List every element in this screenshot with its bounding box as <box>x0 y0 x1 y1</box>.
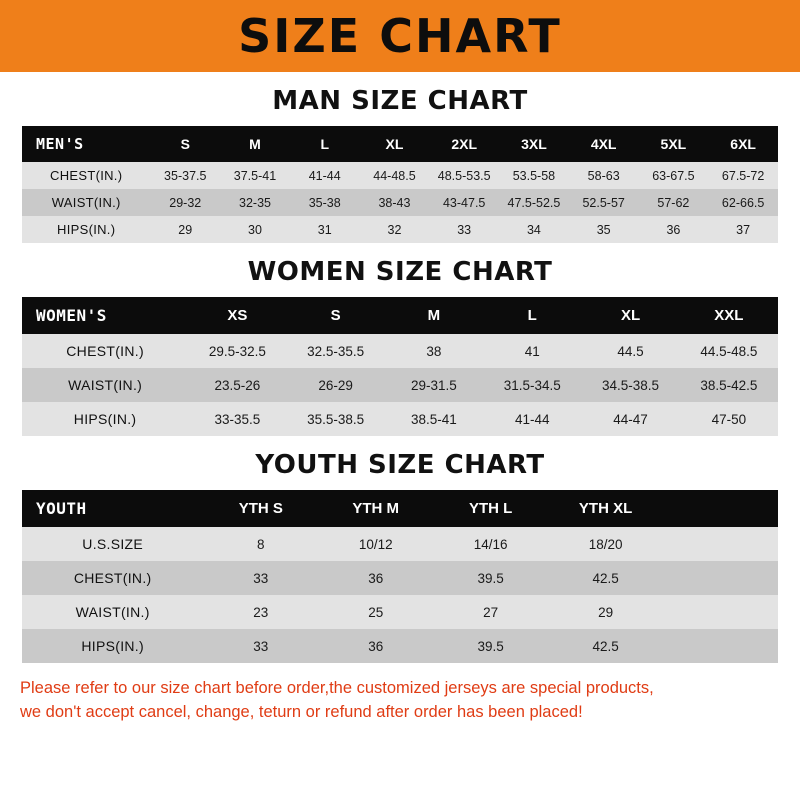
row-label-hips: HIPS(IN.) <box>22 629 203 663</box>
youth-size-table <box>22 490 778 663</box>
cell: 32 <box>360 216 430 243</box>
cell: 26-29 <box>286 368 384 402</box>
cell: 29.5-32.5 <box>188 334 286 368</box>
col-header-yth-s: YTH S <box>203 490 318 527</box>
cell: 41 <box>483 334 581 368</box>
cell: 44-48.5 <box>360 162 430 189</box>
cell: 23 <box>203 595 318 629</box>
cell: 44.5-48.5 <box>680 334 778 368</box>
table-row <box>22 527 778 561</box>
cell: 35 <box>569 216 639 243</box>
cell: 53.5-58 <box>499 162 569 189</box>
table-row <box>22 629 778 663</box>
section-title-man: MAN SIZE CHART <box>272 86 528 116</box>
cell: 33 <box>203 561 318 595</box>
cell: 36 <box>318 561 433 595</box>
cell: 29 <box>548 595 663 629</box>
table-row <box>22 595 778 629</box>
row-label-us-size: U.S.SIZE <box>22 527 203 561</box>
col-header-xl: XL <box>581 297 679 334</box>
cell: 44-47 <box>581 402 679 436</box>
cell <box>663 629 778 663</box>
cell: 41-44 <box>290 162 360 189</box>
cell: 34.5-38.5 <box>581 368 679 402</box>
cell: 48.5-53.5 <box>429 162 499 189</box>
col-header-s: S <box>150 126 220 162</box>
cell: 10/12 <box>318 527 433 561</box>
cell: 18/20 <box>548 527 663 561</box>
col-header-xl: XL <box>360 126 430 162</box>
footer-note <box>0 677 800 725</box>
section-title-women: WOMEN SIZE CHART <box>247 257 553 287</box>
section-man <box>0 86 800 243</box>
cell: 63-67.5 <box>639 162 709 189</box>
row-label-hips: HIPS(IN.) <box>22 402 188 436</box>
cell: 39.5 <box>433 561 548 595</box>
cell: 58-63 <box>569 162 639 189</box>
cell: 29-31.5 <box>385 368 483 402</box>
cell: 35-37.5 <box>150 162 220 189</box>
table-row <box>22 402 778 436</box>
cell: 29 <box>150 216 220 243</box>
section-title-youth: YOUTH SIZE CHART <box>255 450 545 480</box>
cell <box>663 527 778 561</box>
cell: 31.5-34.5 <box>483 368 581 402</box>
cell: 47-50 <box>680 402 778 436</box>
cell: 42.5 <box>548 561 663 595</box>
cell: 38.5-41 <box>385 402 483 436</box>
cell: 37.5-41 <box>220 162 290 189</box>
col-header-empty <box>663 490 778 527</box>
col-header-l: L <box>290 126 360 162</box>
cell: 33 <box>203 629 318 663</box>
cell: 32.5-35.5 <box>286 334 384 368</box>
cell: 38-43 <box>360 189 430 216</box>
table-row <box>22 368 778 402</box>
cell: 57-62 <box>639 189 709 216</box>
col-header-yth-xl: YTH XL <box>548 490 663 527</box>
cell: 23.5-26 <box>188 368 286 402</box>
col-header-l: L <box>483 297 581 334</box>
col-header-yth-l: YTH L <box>433 490 548 527</box>
table-header-row <box>22 490 778 527</box>
cell: 14/16 <box>433 527 548 561</box>
cell: 27 <box>433 595 548 629</box>
cell: 38 <box>385 334 483 368</box>
cell <box>663 595 778 629</box>
cell: 67.5-72 <box>708 162 778 189</box>
cell: 34 <box>499 216 569 243</box>
women-size-table <box>22 297 778 436</box>
cell: 8 <box>203 527 318 561</box>
cell: 38.5-42.5 <box>680 368 778 402</box>
cell: 47.5-52.5 <box>499 189 569 216</box>
cell: 35.5-38.5 <box>286 402 384 436</box>
col-header-2xl: 2XL <box>429 126 499 162</box>
table-row <box>22 216 778 243</box>
col-header-6xl: 6XL <box>708 126 778 162</box>
row-label-chest: CHEST(IN.) <box>22 162 150 189</box>
table-row <box>22 189 778 216</box>
cell: 31 <box>290 216 360 243</box>
col-header-label: WOMEN'S <box>22 297 188 334</box>
row-label-chest: CHEST(IN.) <box>22 561 203 595</box>
row-label-waist: WAIST(IN.) <box>22 595 203 629</box>
cell: 33 <box>429 216 499 243</box>
row-label-chest: CHEST(IN.) <box>22 334 188 368</box>
cell: 41-44 <box>483 402 581 436</box>
col-header-xs: XS <box>188 297 286 334</box>
cell: 42.5 <box>548 629 663 663</box>
cell: 32-35 <box>220 189 290 216</box>
header-banner <box>0 0 800 72</box>
cell: 39.5 <box>433 629 548 663</box>
section-youth <box>0 450 800 663</box>
col-header-label: YOUTH <box>22 490 203 527</box>
row-label-hips: HIPS(IN.) <box>22 216 150 243</box>
table-row <box>22 162 778 189</box>
cell <box>663 561 778 595</box>
cell: 44.5 <box>581 334 679 368</box>
cell: 33-35.5 <box>188 402 286 436</box>
col-header-5xl: 5XL <box>639 126 709 162</box>
cell: 52.5-57 <box>569 189 639 216</box>
cell: 36 <box>318 629 433 663</box>
cell: 36 <box>639 216 709 243</box>
col-header-yth-m: YTH M <box>318 490 433 527</box>
cell: 29-32 <box>150 189 220 216</box>
cell: 35-38 <box>290 189 360 216</box>
cell: 37 <box>708 216 778 243</box>
page-title: SIZE CHART <box>238 9 562 63</box>
col-header-3xl: 3XL <box>499 126 569 162</box>
row-label-waist: WAIST(IN.) <box>22 189 150 216</box>
row-label-waist: WAIST(IN.) <box>22 368 188 402</box>
col-header-label: MEN'S <box>22 126 150 162</box>
col-header-4xl: 4XL <box>569 126 639 162</box>
footer-note-line-1: Please refer to our size chart before order,the customized jerseys are special products, <box>20 679 654 697</box>
col-header-m: M <box>385 297 483 334</box>
section-women <box>0 257 800 436</box>
footer-note-line-2: we don't accept cancel, change, teturn or refund after order has been placed! <box>20 702 583 721</box>
table-header-row <box>22 126 778 162</box>
col-header-s: S <box>286 297 384 334</box>
cell: 62-66.5 <box>708 189 778 216</box>
cell: 30 <box>220 216 290 243</box>
table-header-row <box>22 297 778 334</box>
table-row <box>22 561 778 595</box>
cell: 25 <box>318 595 433 629</box>
col-header-xxl: XXL <box>680 297 778 334</box>
cell: 43-47.5 <box>429 189 499 216</box>
men-size-table <box>22 126 778 243</box>
table-row <box>22 334 778 368</box>
col-header-m: M <box>220 126 290 162</box>
